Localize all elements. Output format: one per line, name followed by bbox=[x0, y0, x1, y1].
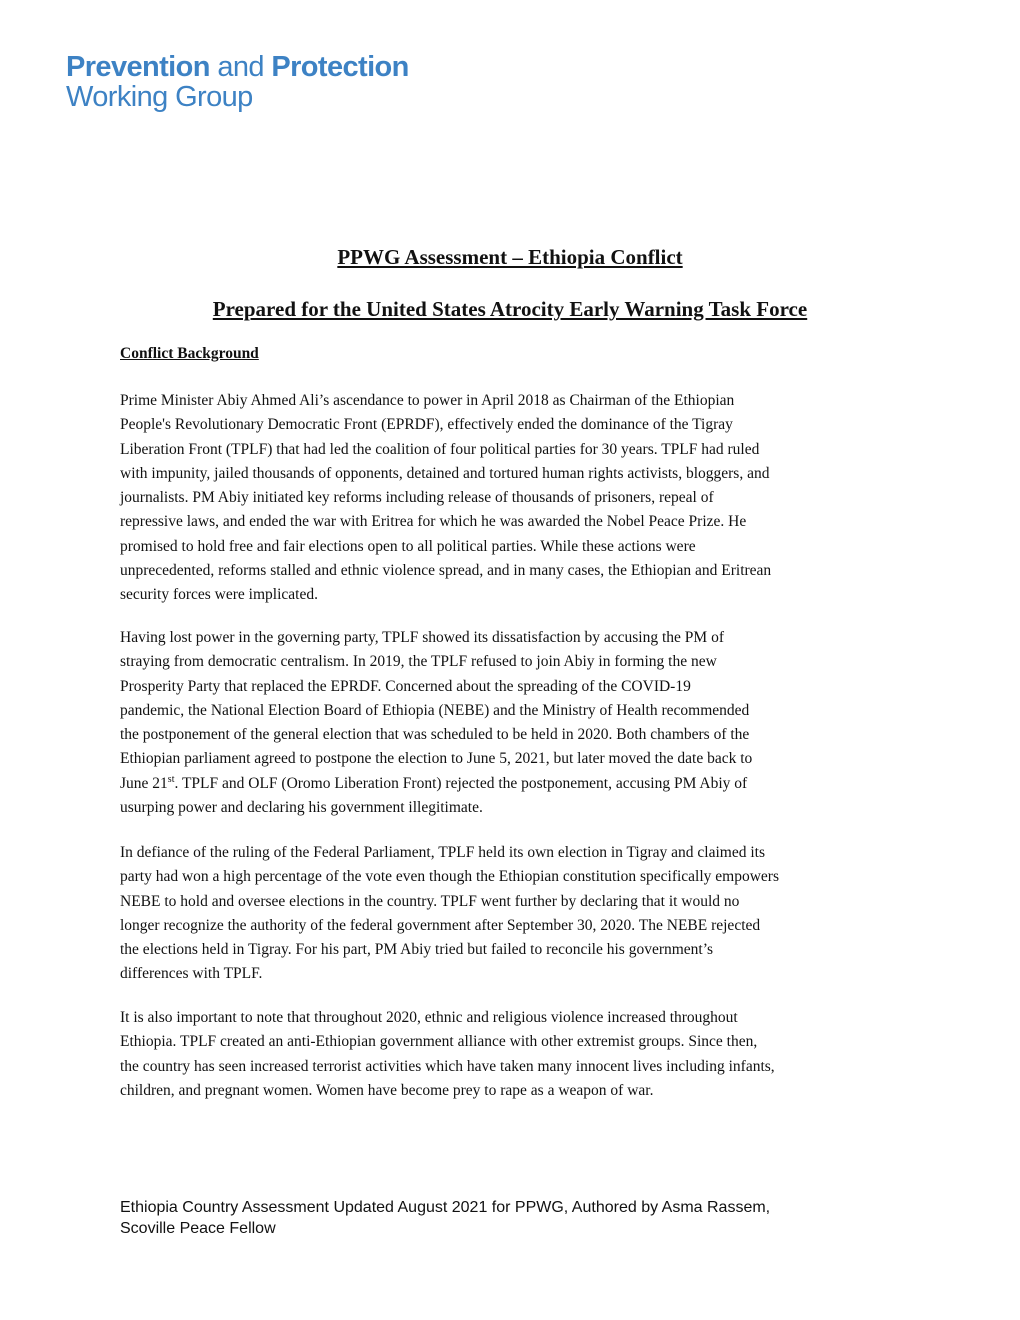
logo-word-prevention: Prevention bbox=[66, 51, 210, 83]
ordinal-superscript: st bbox=[167, 773, 175, 785]
paragraph-line: journalists. PM Abiy initiated key reforms including release of thousands of prisoners, repeal of bbox=[120, 489, 714, 507]
logo bbox=[66, 52, 409, 112]
paragraph-3 bbox=[120, 841, 910, 987]
logo-line-2: Working Group bbox=[66, 81, 253, 113]
paragraph-line-with-superscript bbox=[120, 772, 910, 796]
paragraph-4 bbox=[120, 1006, 910, 1103]
paragraph-line: repressive laws, and ended the war with Eritrea for which he was awarded the Nobel Peace Prize. He bbox=[120, 513, 747, 531]
paragraph-line: unprecedented, reforms stalled and ethnic violence spread, and in many cases, the Ethiopian and Eritrean bbox=[120, 562, 772, 580]
paragraph-line: party had won a high percentage of the vote even though the Ethiopian constitution specifically empowers bbox=[120, 868, 779, 886]
paragraph-line: It is also important to note that throughout 2020, ethnic and religious violence increased throughout bbox=[120, 1009, 738, 1026]
paragraph-line: Having lost power in the governing party, TPLF showed its dissatisfaction by accusing the PM of bbox=[120, 629, 724, 646]
paragraph-line: straying from democratic centralism. In 2019, the TPLF refused to join Abiy in forming the new bbox=[120, 653, 717, 671]
paragraph-line: the country has seen increased terrorist activities which have taken many innocent lives including infants, bbox=[120, 1057, 775, 1075]
paragraph-line: Prosperity Party that replaced the EPRDF. Concerned about the spreading of the COVID-19 bbox=[120, 677, 691, 695]
section-heading: Conflict Background bbox=[120, 345, 259, 362]
paragraph-line: Prime Minister Abiy Ahmed Ali’s ascendance to power in April 2018 as Chairman of the Ethiopian bbox=[120, 392, 735, 409]
paragraph-line: differences with TPLF. bbox=[120, 965, 263, 983]
paragraph-2 bbox=[120, 626, 910, 820]
paragraph-line: pandemic, the National Election Board of Ethiopia (NEBE) and the Ministry of Health recommended bbox=[120, 701, 750, 719]
paragraph-line: the postponement of the general election that was scheduled to be held in 2020. Both chambers of the bbox=[120, 726, 750, 744]
logo-word-protection: Protection bbox=[271, 51, 409, 83]
footer-line-2: Scoville Peace Fellow bbox=[120, 1220, 276, 1237]
paragraph-line: longer recognize the authority of the federal government after September 30, 2020. The NEBE rejected bbox=[120, 916, 761, 934]
paragraph-line: Ethiopia. TPLF created an anti-Ethiopian government alliance with other extremist groups. Since then, bbox=[120, 1033, 758, 1051]
paragraph-line: security forces were implicated. bbox=[120, 586, 318, 604]
paragraph-line: usurping power and declaring his government illegitimate. bbox=[120, 799, 483, 817]
line-text-before: June 21 bbox=[120, 774, 168, 792]
paragraph-line: children, and pregnant women. Women have become prey to rape as a weapon of war. bbox=[120, 1081, 654, 1099]
document-subtitle: Prepared for the United States Atrocity Early Warning Task Force bbox=[212, 297, 808, 321]
paragraph-line: with impunity, jailed thousands of opponents, detained and tortured human rights activists, bloggers, and bbox=[120, 464, 770, 482]
paragraph-line: the elections held in Tigray. For his part, PM Abiy tried but failed to reconcile his government’s bbox=[120, 941, 714, 959]
paragraph-line: In defiance of the ruling of the Federal Parliament, TPLF held its own election in Tigray and claimed its bbox=[120, 844, 765, 861]
document-title: PPWG Assessment – Ethiopia Conflict bbox=[337, 245, 683, 269]
page-footer bbox=[120, 1197, 770, 1239]
paragraph-line: NEBE to hold and oversee elections in the country. TPLF went further by declaring that it would no bbox=[120, 892, 740, 910]
logo-word-and: and bbox=[209, 51, 272, 83]
paragraph-line: Liberation Front (TPLF) that had led the coalition of four political parties for 30 years. TPLF had ruled bbox=[120, 440, 760, 458]
paragraph-line: People's Revolutionary Democratic Front (EPRDF), effectively ended the dominance of the Tigray bbox=[120, 416, 733, 434]
paragraph-line: Ethiopian parliament agreed to postpone the election to June 5, 2021, but later moved the date back to bbox=[120, 750, 753, 768]
logo-line-1 bbox=[66, 52, 409, 82]
line-text-after: . TPLF and OLF (Oromo Liberation Front) rejected the postponement, accusing PM Abiy of bbox=[174, 774, 748, 792]
paragraph-line: promised to hold free and fair elections open to all political parties. While these actions were bbox=[120, 537, 696, 555]
paragraph-1 bbox=[120, 389, 910, 608]
footer-line-1: Ethiopia Country Assessment Updated August 2021 for PPWG, Authored by Asma Rassem, bbox=[120, 1199, 771, 1216]
